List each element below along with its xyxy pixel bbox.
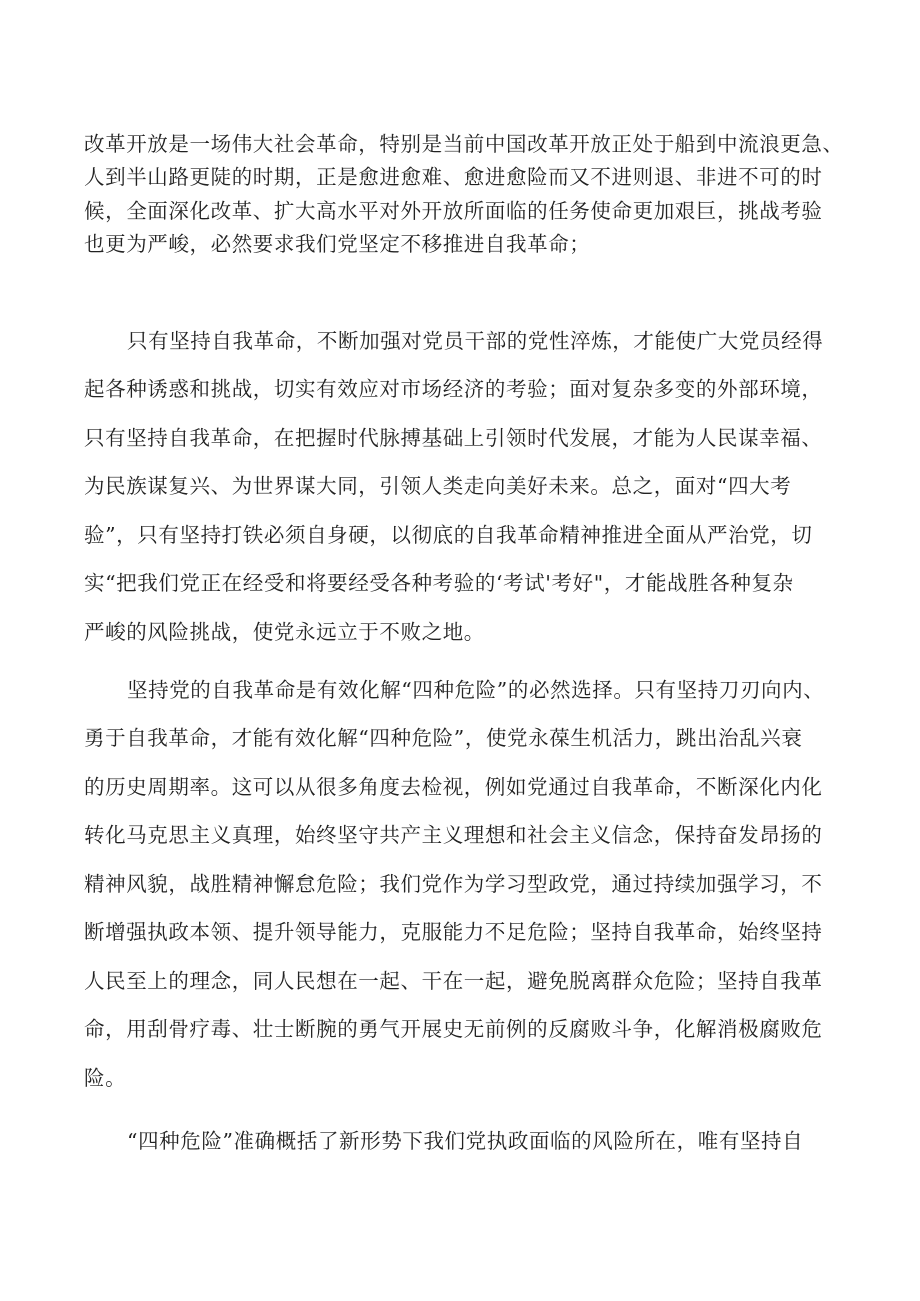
text-line: 也更为严峻，必然要求我们党坚定不移推进自我革命；	[84, 232, 591, 256]
text-line: 人到半山路更陡的时期，正是愈进愈难、愈进愈险而又不进则退、非进不可的时	[84, 165, 823, 189]
text-line: 起各种诱惑和挑战，切实有效应对市场经济的考验；面对复杂多变的外部环境，	[84, 377, 823, 401]
text-line: 实“把我们党正在经受和将要经受各种考验的‘考试'考好"，才能战胜各种复杂	[84, 571, 794, 595]
text-line: 坚持党的自我革命是有效化解“四种危险”的必然选择。只有坚持刀刃向内、	[127, 678, 825, 702]
text-line: 转化马克思主义真理，始终坚守共产主义理想和社会主义信念，保持奋发昂扬的	[84, 823, 823, 847]
text-line: 改革开放是一场伟大社会革命，特别是当前中国改革开放正处于船到中流浪更急、	[84, 132, 844, 156]
text-line: 断增强执政本领、提升领导能力，克服能力不足危险；坚持自我革命，始终坚持	[84, 920, 823, 944]
text-line: 验”，只有坚持打铁必须自身硬，以彻底的自我革命精神推进全面从严治党，切	[84, 523, 813, 547]
text-line: 命，用刮骨疗毒、壮士断腕的勇气开展史无前例的反腐败斗争，化解消极腐败危	[84, 1017, 823, 1041]
text-line: 的历史周期率。这可以从很多角度去检视，例如党通过自我革命，不断深化内化	[84, 775, 823, 799]
text-line: “四种危险”准确概括了新形势下我们党执政面临的风险所在，唯有坚持自	[127, 1129, 804, 1153]
text-line: 只有坚持自我革命，在把握时代脉搏基础上引领时代发展，才能为人民谋幸福、	[84, 426, 823, 450]
text-line: 严峻的风险挑战，使党永远立于不败之地。	[84, 620, 485, 644]
text-line: 只有坚持自我革命，不断加强对党员干部的党性淬炼，才能使广大党员经得	[127, 329, 824, 353]
text-line: 人民至上的理念，同人民想在一起、干在一起，避免脱离群众危险；坚持自我革	[84, 969, 823, 993]
text-line: 为民族谋复兴、为世界谋大同，引领人类走向美好未来。总之，面对“四大考	[84, 474, 792, 498]
text-line: 勇于自我革命，才能有效化解“四种危险”，使党永葆生机活力，跳出治乱兴衰	[84, 726, 803, 750]
text-line: 精神风貌，战胜精神懈怠危险；我们党作为学习型政党，通过持续加强学习，不	[84, 872, 823, 896]
text-line: 候，全面深化改革、扩大高水平对外开放所面临的任务使命更加艰巨，挑战考验	[84, 199, 823, 223]
text-line: 险。	[84, 1066, 127, 1090]
